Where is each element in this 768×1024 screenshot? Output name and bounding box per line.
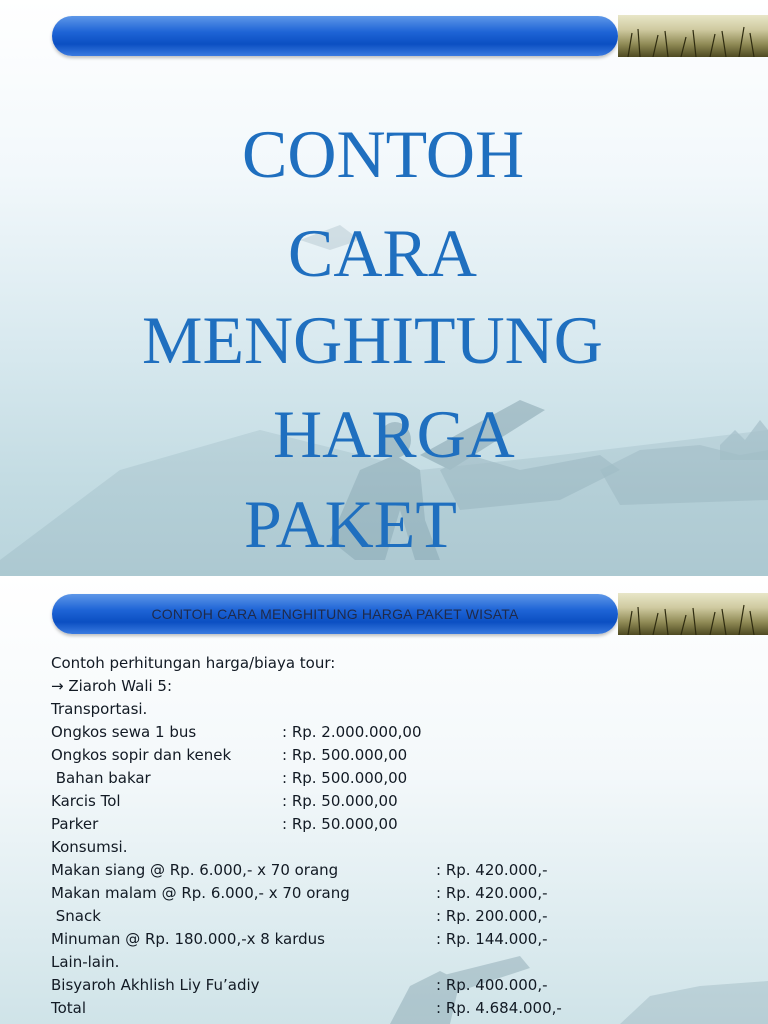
grass-image: [618, 15, 768, 57]
intro-text: Contoh perhitungan harga/biaya tour:: [51, 654, 336, 672]
item-label: Ongkos sopir dan kenek: [51, 746, 232, 764]
section-transport: Transportasi.: [51, 700, 148, 718]
item-label: Snack: [51, 907, 101, 925]
content-slide: [0, 576, 768, 1024]
grass-photo-strip: [618, 15, 768, 57]
item-label: Karcis Tol: [51, 792, 121, 810]
item-label: Parker: [51, 815, 99, 833]
item-label: Bisyaroh Akhlish Liy Fu’adiy: [51, 976, 260, 994]
item-label: Minuman @ Rp. 180.000,-x 8 kardus: [51, 930, 325, 948]
section-lain: Lain-lain.: [51, 953, 120, 971]
header-bar: [52, 594, 618, 634]
title-line-5: PAKET: [244, 486, 457, 562]
total-label: Total: [51, 999, 87, 1017]
item-value: : Rp. 500.000,00: [282, 769, 408, 787]
item-label: Makan malam @ Rp. 6.000,- x 70 orang: [51, 884, 350, 902]
item-value: : Rp. 200.000,-: [436, 907, 548, 925]
header-bar: [52, 16, 618, 56]
tour-name: → Ziaroh Wali 5:: [51, 677, 173, 695]
total-value: : Rp. 4.684.000,-: [436, 999, 562, 1017]
item-value: : Rp. 500.000,00: [282, 746, 408, 764]
item-value: : Rp. 50.000,00: [282, 815, 398, 833]
title-line-4: HARGA: [273, 396, 515, 472]
item-value: : Rp. 420.000,-: [436, 861, 548, 879]
item-value: : Rp. 50.000,00: [282, 792, 398, 810]
item-value: : Rp. 2.000.000,00: [282, 723, 422, 741]
grass-photo-strip: [618, 593, 768, 635]
slide-title: CONTOH CARA MENGHITUNG HARGA PAKET WISATA: [151, 606, 519, 622]
item-label: Makan siang @ Rp. 6.000,- x 70 orang: [51, 861, 339, 879]
title-line-3: MENGHITUNG: [142, 302, 603, 378]
item-value: : Rp. 420.000,-: [436, 884, 548, 902]
item-value: : Rp. 400.000,-: [436, 976, 548, 994]
item-label: Ongkos sewa 1 bus: [51, 723, 197, 741]
section-konsumsi: Konsumsi.: [51, 838, 128, 856]
item-label: Bahan bakar: [51, 769, 151, 787]
title-line-2: CARA: [288, 215, 477, 291]
item-value: : Rp. 144.000,-: [436, 930, 548, 948]
title-line-1: CONTOH: [242, 116, 525, 192]
grass-image: [618, 593, 768, 635]
